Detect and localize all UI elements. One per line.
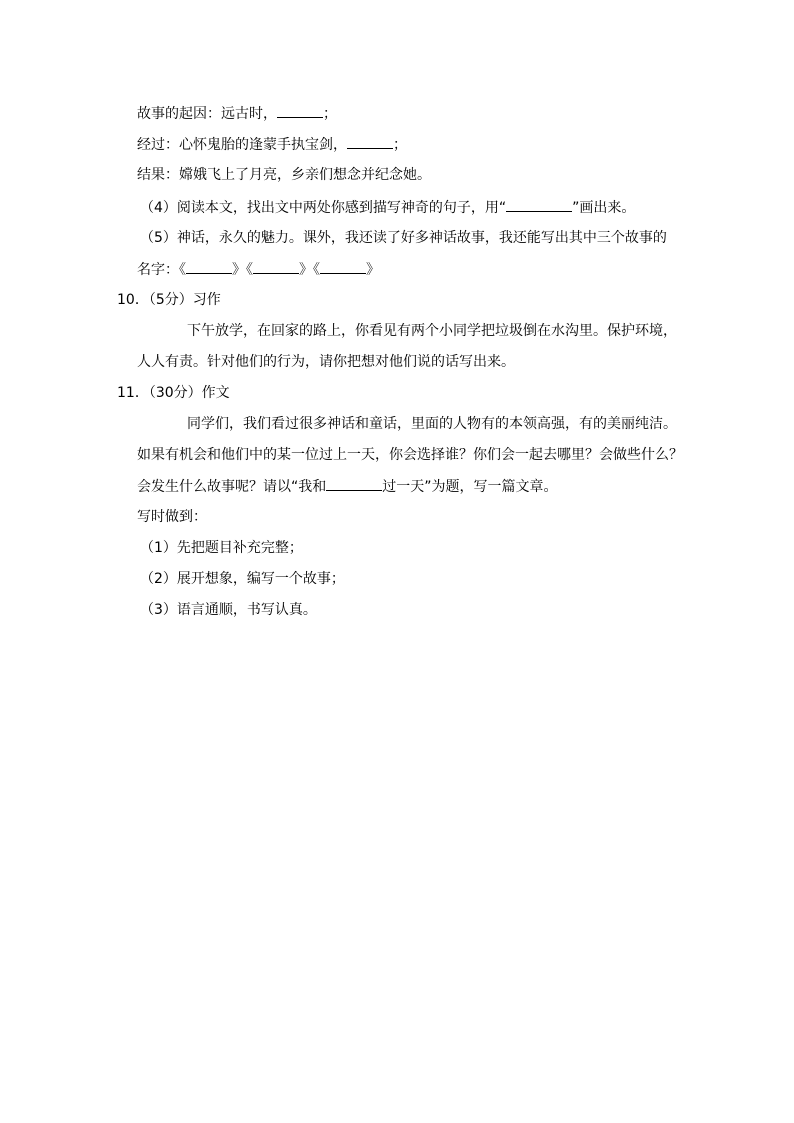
answer-blank[interactable] (277, 103, 323, 118)
q9-origin-line (137, 103, 337, 124)
q11-para-line3 (137, 476, 558, 497)
q11-para-line3-a: 会发生什么故事呢？请以“我和 (137, 479, 327, 495)
story-name-blank-1[interactable] (186, 259, 232, 274)
q10-heading: 10．（5分）习作 (117, 292, 221, 308)
q9-process-text: 经过：心怀鬼胎的逢蒙手执宝剑， (137, 137, 347, 153)
q10-para-line1: 下午放学，在回家的路上，你看见有两个小同学把垃圾倒在水沟里。保护环境， (187, 323, 677, 339)
book-quote-separator-1: 》《 (232, 262, 253, 278)
q9-origin-text: 故事的起因：远古时， (137, 106, 277, 122)
q11-para-line2: 如果有机会和他们中的某一位过上一天，你会选择谁？你们会一起去哪里？会做些什么？ (137, 447, 683, 463)
q9-result-line (137, 165, 431, 185)
q11-para-line3-b: 过一天”为题，写一篇文章。 (382, 479, 558, 495)
q11-req-title: 写时做到： (137, 509, 207, 525)
q11-req-3: （3）语言通顺，书写认真。 (140, 602, 317, 618)
q9-sub4-line (140, 197, 635, 218)
q9-sub4-text-b: ”画出来。 (572, 200, 636, 216)
story-name-blank-2[interactable] (253, 259, 299, 274)
q9-sub4-text-a: （4）阅读本文，找出文中两处你感到描写神奇的句子，用“ (140, 200, 507, 216)
book-quote-separator-2: 》《 (299, 262, 320, 278)
q11-heading: 11．（30分）作文 (117, 385, 230, 401)
q10-para-line2: 人人有责。针对他们的行为，请你把想对他们说的话写出来。 (137, 354, 515, 370)
q11-req-1: （1）先把题目补充完整； (140, 540, 303, 556)
q9-sub5-text: （5）神话，永久的魅力。课外，我还读了好多神话故事，我还能写出其中三个故事的 (140, 230, 667, 246)
underline-sample (506, 197, 572, 212)
q11-para-line1: 同学们，我们看过很多神话和童话，里面的人物有的本领高强，有的美丽纯洁。 (187, 416, 677, 432)
q9-process-end: ； (393, 137, 407, 153)
title-blank[interactable] (326, 476, 382, 491)
q9-sub5-line1 (140, 228, 667, 248)
q9-origin-end: ； (323, 106, 337, 122)
story-name-blank-3[interactable] (320, 259, 366, 274)
book-close-quote: 》 (366, 262, 380, 278)
book-open-quote: 《 (179, 262, 186, 278)
q9-result-text: 结果：嫦娥飞上了月亮，乡亲们想念并纪念她。 (137, 167, 431, 183)
q11-req-2: （2）展开想象，编写一个故事； (140, 571, 345, 587)
q9-sub5-line2 (137, 259, 380, 280)
q9-process-line (137, 134, 407, 155)
answer-blank[interactable] (347, 134, 393, 149)
q9-sub5-prefix: 名字： (137, 262, 179, 278)
